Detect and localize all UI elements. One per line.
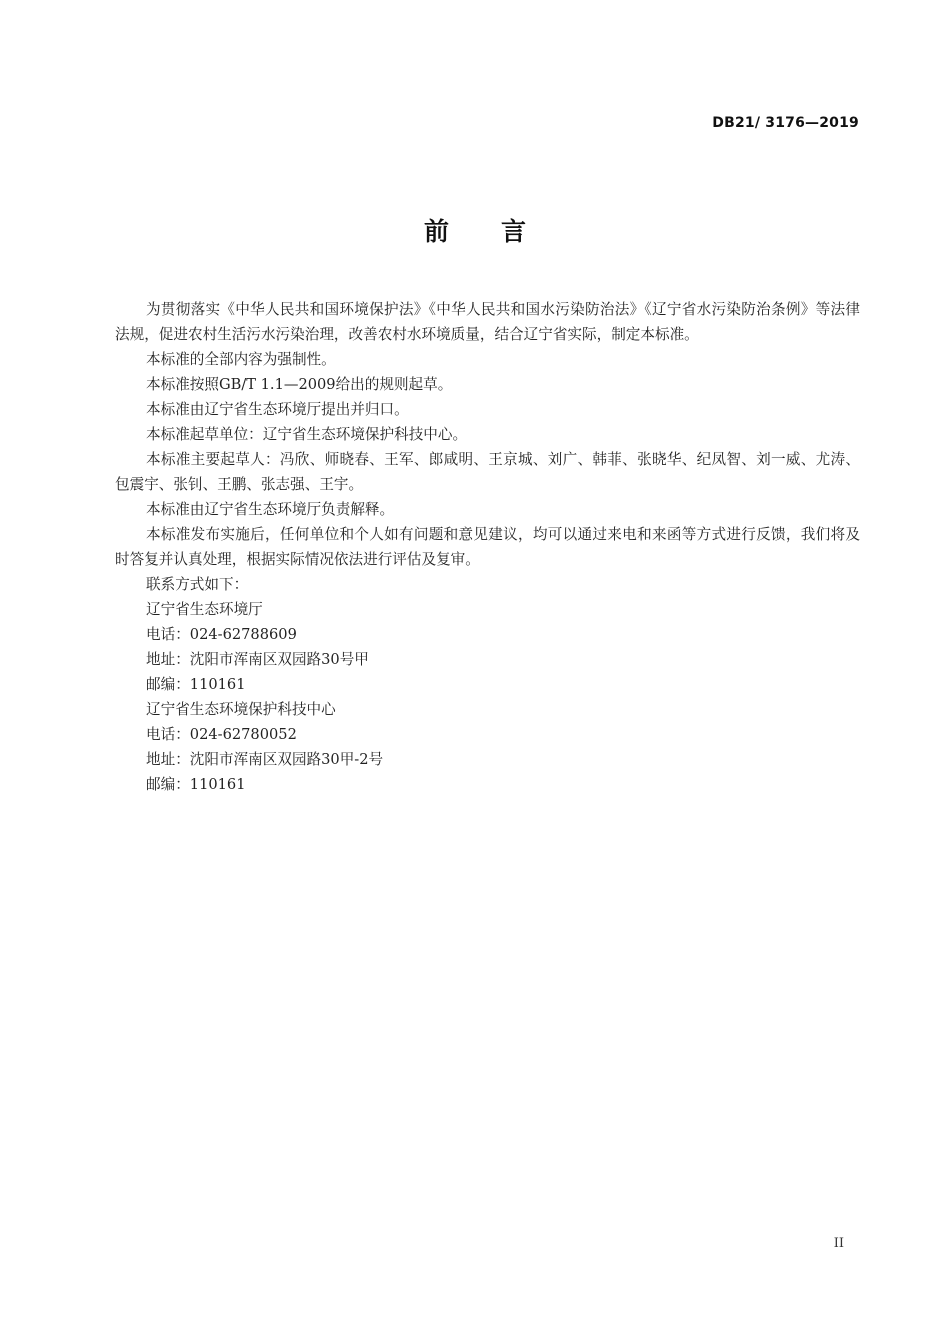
foreword-body [115,297,860,797]
contact-org2-postcode: 邮编：110161 [146,776,246,793]
document-code: DB21/ 3176—2019 [712,115,859,131]
contact-org1-name: 辽宁省生态环境厅 [146,601,263,618]
contact-org2-address: 地址：沈阳市浑南区双园路30甲-2号 [146,751,384,768]
contact-org1-phone: 电话：024-62788609 [146,626,297,643]
contact-org2-name: 辽宁省生态环境保护科技中心 [146,701,336,718]
paragraph-interpretation: 本标准由辽宁省生态环境厅负责解释。 [146,501,395,518]
contact-org1-address: 地址：沈阳市浑南区双园路30号甲 [146,651,369,668]
paragraph-mandatory: 本标准的全部内容为强制性。 [146,351,336,368]
contact-intro: 联系方式如下： [146,576,249,593]
paragraph-drafting-rules: 本标准按照GB/T 1.1—2009给出的规则起草。 [146,376,453,393]
paragraph-purpose: 为贯彻落实《中华人民共和国环境保护法》《中华人民共和国水污染防治法》《辽宁省水污染防治条例》等法律法规，促进农村生活污水污染治理，改善农村水环境质量，结合辽宁省实际，制定本标准。 [115,301,860,343]
paragraph-drafting-unit: 本标准起草单位：辽宁省生态环境保护科技中心。 [146,426,468,443]
page-title: 前言 [423,217,578,246]
page-number: II [833,1236,844,1251]
paragraph-drafters: 本标准主要起草人：冯欣、师晓春、王军、郎咸明、王京城、刘广、韩菲、张晓华、纪凤智、刘一威、尤涛、包震宇、张钊、王鹏、张志强、王宇。 [115,451,860,493]
contact-org1-postcode: 邮编：110161 [146,676,246,693]
paragraph-proposer: 本标准由辽宁省生态环境厅提出并归口。 [146,401,409,418]
paragraph-feedback: 本标准发布实施后，任何单位和个人如有问题和意见建议，均可以通过来电和来函等方式进行反馈，我们将及时答复并认真处理，根据实际情况依法进行评估及复审。 [115,526,860,568]
contact-org2-phone: 电话：024-62780052 [146,726,297,743]
